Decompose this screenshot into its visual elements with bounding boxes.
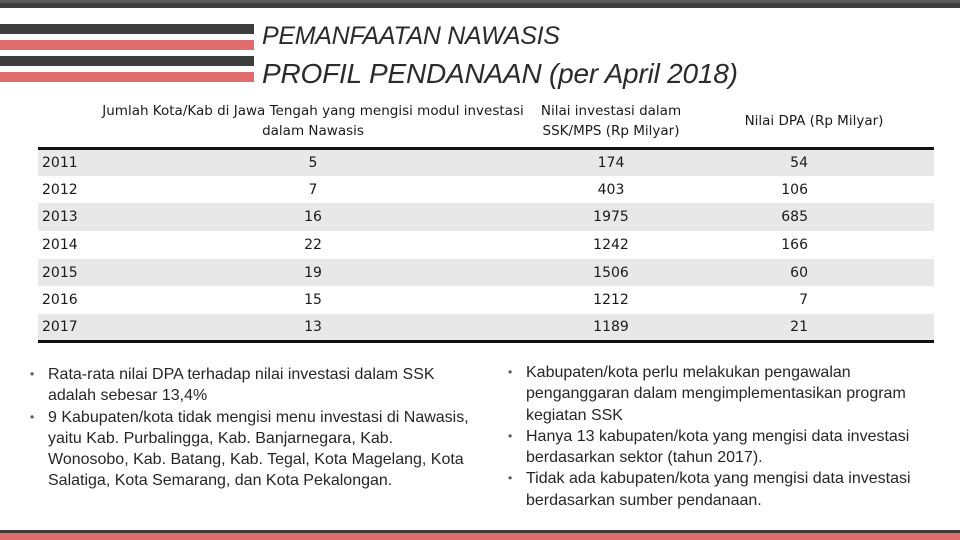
- cell-dpa: 21: [694, 314, 934, 342]
- cell-year: 2013: [38, 203, 98, 231]
- table-row: [38, 286, 934, 314]
- table-header-row: [38, 96, 934, 148]
- note-text: Tidak ada kabupaten/kota yang mengisi data investasi berdasarkan sumber pendanaan.: [526, 470, 911, 509]
- cell-kota: 13: [98, 314, 528, 342]
- bullet-list: [28, 364, 478, 492]
- list-item: [28, 364, 478, 407]
- table-row: [38, 176, 934, 204]
- note-text: Kabupaten/kota perlu melakukan pengawalan penganggaran dalam mengimplementasikan program kegiatan SSK: [526, 364, 906, 424]
- cell-dpa: 7: [694, 286, 934, 314]
- cell-investasi: 1189: [528, 314, 694, 342]
- cell-dpa: 106: [694, 176, 934, 204]
- list-item: [28, 407, 478, 492]
- bullet-list: [506, 362, 926, 511]
- cell-dpa: 166: [694, 231, 934, 259]
- header-investasi: Nilai investasi dalam SSK/MPS (Rp Milyar): [528, 96, 694, 148]
- header-year: [38, 96, 98, 148]
- note-text: Hanya 13 kabupaten/kota yang mengisi data investasi berdasarkan sektor (tahun 2017).: [526, 427, 910, 467]
- bullet-icon: •: [508, 365, 513, 379]
- cell-kota: 15: [98, 286, 528, 314]
- cell-year: 2011: [38, 148, 98, 176]
- cell-investasi: 403: [528, 176, 694, 204]
- cell-year: 2015: [38, 259, 98, 287]
- header-kota-count: Jumlah Kota/Kab di Jawa Tengah yang mengisi modul investasi dalam Nawasis: [98, 96, 528, 148]
- bullet-icon: •: [30, 409, 35, 424]
- list-item: [506, 362, 926, 426]
- notes-right: [506, 362, 926, 511]
- notes-left: [28, 364, 478, 492]
- cell-kota: 5: [98, 148, 528, 176]
- cell-year: 2014: [38, 231, 98, 259]
- slide-subtitle: PROFIL PENDANAAN (per April 2018): [262, 58, 738, 89]
- table-row: [38, 203, 934, 231]
- header-stripe-red-2: [0, 72, 254, 82]
- cell-kota: 19: [98, 259, 528, 287]
- bullet-icon: •: [508, 428, 513, 443]
- bullet-icon: •: [508, 471, 513, 486]
- header-stripe-red-1: [0, 40, 254, 50]
- note-text: 9 Kabupaten/kota tidak mengisi menu investasi di Nawasis, yaitu Kab. Purbalingga, Kab. Banjarnegara, Kab. Wonosobo, Kab. Batang, Kab. Tegal, Kota Magelang, Kota Salatiga, Kota Semarang, dan Kota Pekalongan.: [48, 408, 469, 490]
- bottom-bar: [0, 530, 960, 540]
- table-row: [38, 231, 934, 259]
- cell-investasi: 1975: [528, 203, 694, 231]
- slide-title: PEMANFAATAN NAWASIS: [262, 22, 560, 50]
- cell-year: 2017: [38, 314, 98, 342]
- funding-table: [38, 96, 934, 343]
- note-text: Rata-rata nilai DPA terhadap nilai investasi dalam SSK adalah sebesar 13,4%: [48, 366, 435, 405]
- header-stripe-dark-1: [0, 24, 254, 34]
- cell-year: 2016: [38, 286, 98, 314]
- list-item: [506, 468, 926, 511]
- table-row: [38, 314, 934, 342]
- cell-year: 2012: [38, 176, 98, 204]
- bullet-icon: •: [30, 367, 35, 381]
- bottom-bar-dark: [0, 530, 960, 533]
- list-item: [506, 426, 926, 469]
- cell-investasi: 1212: [528, 286, 694, 314]
- cell-investasi: 1506: [528, 259, 694, 287]
- cell-kota: 7: [98, 176, 528, 204]
- cell-dpa: 54: [694, 148, 934, 176]
- cell-investasi: 174: [528, 148, 694, 176]
- top-bar: [0, 0, 960, 8]
- cell-kota: 22: [98, 231, 528, 259]
- cell-investasi: 1242: [528, 231, 694, 259]
- table-row: [38, 259, 934, 287]
- cell-dpa: 685: [694, 203, 934, 231]
- header-dpa: Nilai DPA (Rp Milyar): [694, 96, 934, 148]
- cell-kota: 16: [98, 203, 528, 231]
- header-stripe-dark-2: [0, 56, 254, 66]
- top-bar-accent: [0, 0, 960, 3]
- cell-dpa: 60: [694, 259, 934, 287]
- table-row: [38, 148, 934, 176]
